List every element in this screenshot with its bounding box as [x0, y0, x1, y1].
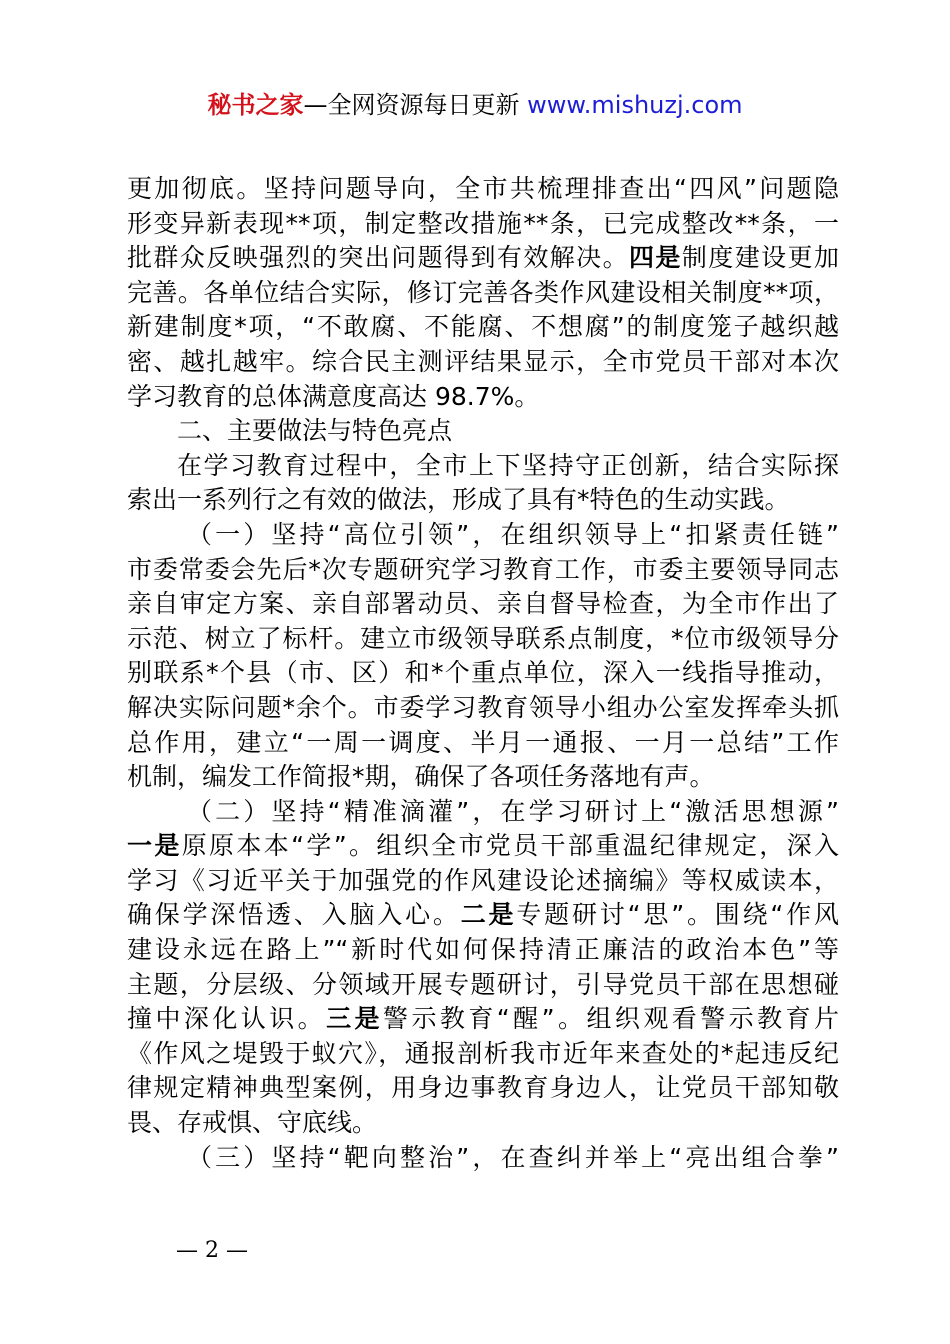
- text-line: 完善。各单位结合实际，修订完善各类作风建设相关制度**项，: [127, 277, 839, 307]
- subsection-heading: （二）坚持“精准滴灌”，在学习研讨上“激活思想源”: [187, 796, 839, 826]
- text-line: 机制，编发工作简报*期，确保了各项任务落地有声。: [127, 762, 715, 792]
- text-line: 新建制度*项，“不敢腐、不能腐、不想腐”的制度笼子越织越: [127, 312, 839, 342]
- text-line: 别联系*个县（市、区）和*个重点单位，深入一线指导推动，: [127, 658, 839, 688]
- document-body: [127, 172, 839, 1175]
- website-link[interactable]: www.mishuzj.com: [527, 91, 743, 119]
- text-line: 总作用，建立“一周一调度、半月一通报、一月一总结”工作: [127, 727, 839, 757]
- text-line: 批群众反映强烈的突出问题得到有效解决。四是制度建设更加: [127, 243, 839, 273]
- site-banner: [0, 88, 950, 122]
- subsection-heading: （一）坚持“高位引领”，在组织领导上“扣紧责任链”: [187, 519, 839, 549]
- text-line: 建设永远在路上”“新时代如何保持清正廉洁的政治本色”等: [127, 935, 839, 965]
- emphasis-label: 一是: [127, 831, 182, 861]
- banner-slogan: —全网资源每日更新: [303, 91, 528, 119]
- text-line: 密、越扎越牢。综合民主测评结果显示，全市党员干部对本次: [127, 346, 839, 376]
- text-line: 一是原原本本“学”。组织全市党员干部重温纪律规定，深入: [127, 831, 839, 861]
- text-line: 解决实际问题*余个。市委学习教育领导小组办公室发挥牵头抓: [127, 692, 839, 722]
- section-heading: 二、主要做法与特色亮点: [177, 416, 453, 446]
- text-line: 主题，分层级、分领域开展专题研讨，引导党员干部在思想碰: [127, 969, 839, 999]
- text-line: 更加彻底。坚持问题导向，全市共梳理排查出“四风”问题隐: [127, 174, 839, 203]
- text-line: 畏、存戒惧、守底线。: [127, 1108, 378, 1138]
- text-line: 在学习教育过程中，全市上下坚持守正创新，结合实际探: [177, 450, 839, 480]
- page-number: — 2 —: [176, 1238, 248, 1263]
- text-line: 市委常委会先后*次专题研究学习教育工作，市委主要领导同志: [127, 554, 839, 584]
- text-line: 律规定精神典型案例，用身边事教育身边人，让党员干部知敬: [127, 1073, 839, 1103]
- emphasis-label: 四是: [629, 243, 682, 273]
- brand-name: 秘书之家: [207, 91, 304, 119]
- text-line: 《作风之堤毁于蚁穴》，通报剖析我市近年来查处的*起违反纪: [127, 1038, 839, 1068]
- text-line: 学习《习近平关于加强党的作风建设论述摘编》等权威读本，: [127, 865, 839, 895]
- emphasis-label: 二是: [460, 900, 517, 930]
- text-line: 示范、树立了标杆。建立市级领导联系点制度，*位市级领导分: [127, 623, 839, 653]
- text-line: 撞中深化认识。三是警示教育“醒”。组织观看警示教育片: [127, 1004, 839, 1034]
- text-line: 亲自审定方案、亲自部署动员、亲自督导检查，为全市作出了: [127, 589, 839, 619]
- emphasis-label: 三是: [326, 1004, 383, 1034]
- subsection-heading: （三）坚持“靶向整治”，在查纠并举上“亮出组合拳”: [187, 1142, 839, 1172]
- text-line: 确保学深悟透、入脑入心。二是专题研讨“思”。围绕“作风: [127, 900, 839, 930]
- text-line: 形变异新表现**项，制定整改措施**条，已完成整改**条，一: [127, 208, 839, 238]
- text-line: 索出一系列行之有效的做法，形成了具有*特色的生动实践。: [127, 485, 790, 515]
- text-line: 学习教育的总体满意度高达 98.7%。: [127, 381, 540, 411]
